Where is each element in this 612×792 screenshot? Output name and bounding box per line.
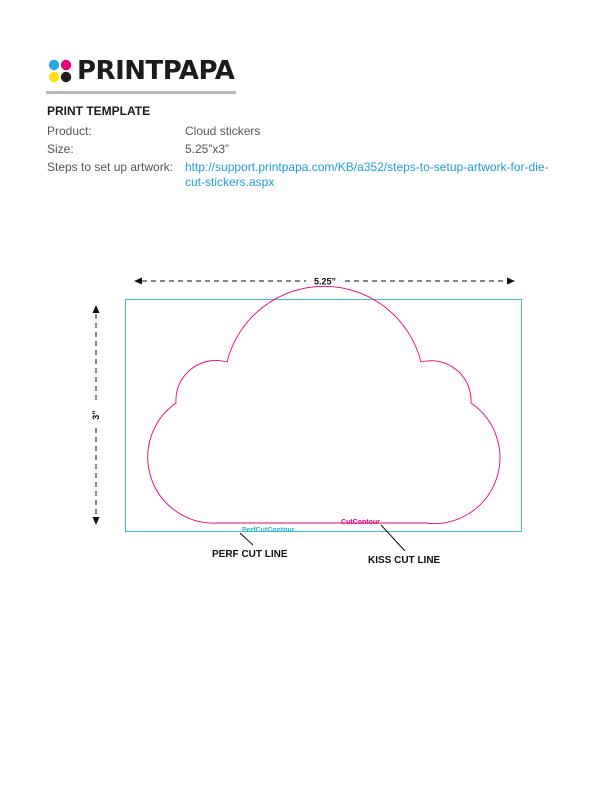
perf-cut-callout: PERF CUT LINE [212,549,288,560]
arrow-right-icon [507,278,515,285]
height-label: 3” [91,410,101,420]
product-value: Cloud stickers [185,124,261,138]
kiss-cut-cloud [148,286,500,523]
kiss-cut-callout: KISS CUT LINE [368,555,441,566]
brand-name: PRINTPAPA [77,56,235,86]
product-label: Product: [47,124,92,138]
steps-label: Steps to set up artwork: [47,160,174,174]
kiss-callout-leader [381,525,405,551]
size-value: 5.25”x3” [185,142,230,156]
arrow-down-icon [93,517,100,525]
arrow-up-icon [93,305,100,313]
size-label: Size: [47,142,74,156]
page-title: PRINT TEMPLATE [47,104,151,118]
arrow-left-icon [134,278,142,285]
perf-callout-leader [240,533,253,545]
perf-contour-label: PerfCutContour [242,527,295,534]
width-label: 5.25” [313,276,337,287]
cut-contour-label: CutContour [341,519,380,526]
perf-cut-rectangle [126,300,522,532]
steps-link-line1: http://support.printpapa.com/KB/a352/steps-to-setup-artwork-for-die- [185,160,549,174]
steps-link-line2: cut-stickers.aspx [185,175,275,189]
